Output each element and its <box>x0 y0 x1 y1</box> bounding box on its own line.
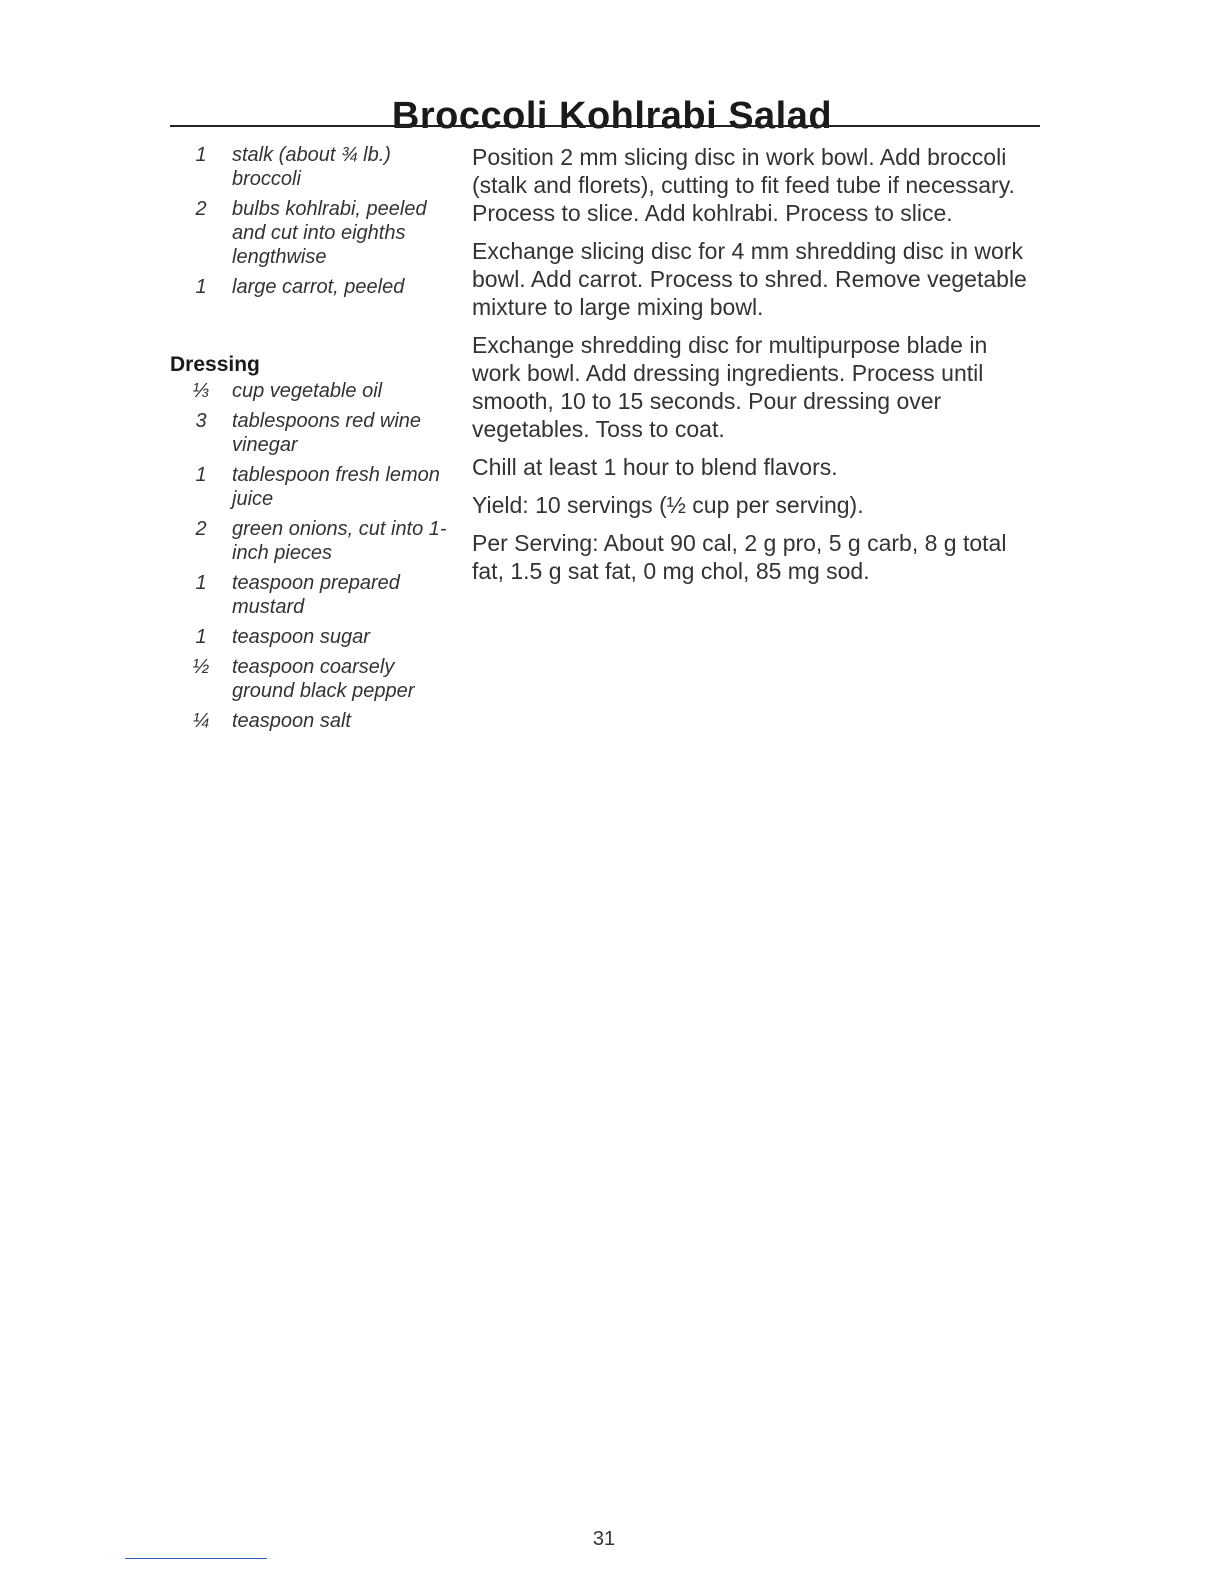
ingredient-quantity: ⅓ <box>192 380 210 402</box>
ingredient-text: teaspoon coarsely ground black pepper <box>232 656 415 702</box>
ingredient-item <box>170 143 460 191</box>
ingredient-text: teaspoon salt <box>232 710 351 732</box>
dressing-item <box>170 655 460 703</box>
ingredient-quantity: ¼ <box>192 710 210 732</box>
yield-text: Yield: 10 servings (½ cup per serving). <box>472 492 864 518</box>
dressing-item <box>170 517 460 565</box>
ingredient-text: large carrot, peeled <box>232 276 405 298</box>
ingredient-quantity: 1 <box>195 144 207 166</box>
ingredient-text: tablespoons red wine vinegar <box>232 410 422 456</box>
ingredient-text: teaspoon prepared mustard <box>232 572 400 618</box>
direction-step: Exchange shredding disc for multipurpose blade in work bowl. Add dressing ingredients. Process until smooth, 10 to 15 seconds. Pour dressing over vegetables. Toss to coat. <box>472 332 988 442</box>
dressing-item <box>170 409 460 457</box>
dressing-item <box>170 571 460 619</box>
footer-divider <box>125 1558 267 1559</box>
dressing-item <box>170 379 460 403</box>
direction-step: Exchange slicing disc for 4 mm shredding disc in work bowl. Add carrot. Process to shred. Remove vegetable mixture to large mixing bowl. <box>472 238 1027 320</box>
ingredient-text: teaspoon sugar <box>232 626 370 648</box>
ingredient-text: green onions, cut into 1-inch pieces <box>232 518 447 564</box>
ingredient-quantity: 1 <box>195 464 207 486</box>
ingredient-quantity: 1 <box>195 276 207 298</box>
page-title: Broccoli Kohlrabi Salad <box>391 95 833 138</box>
directions-column <box>472 143 1032 595</box>
dressing-heading: Dressing <box>170 353 260 376</box>
ingredient-quantity: 1 <box>195 572 207 594</box>
dressing-item <box>170 625 460 649</box>
ingredients-column <box>170 143 460 739</box>
ingredient-quantity: 3 <box>195 410 207 432</box>
dressing-item <box>170 463 460 511</box>
ingredient-quantity: 2 <box>195 518 207 540</box>
ingredient-item <box>170 197 460 269</box>
ingredient-item <box>170 275 460 299</box>
ingredient-quantity: 2 <box>195 198 207 220</box>
direction-step: Chill at least 1 hour to blend flavors. <box>472 454 838 480</box>
title-divider <box>170 125 1040 127</box>
ingredient-text: tablespoon fresh lemon juice <box>232 464 440 510</box>
ingredient-quantity: 1 <box>195 626 207 648</box>
ingredient-text: stalk (about ¾ lb.) broccoli <box>232 144 391 190</box>
page-number: 31 <box>592 1528 616 1550</box>
ingredient-text: cup vegetable oil <box>232 380 383 402</box>
ingredient-quantity: ½ <box>192 656 210 678</box>
nutrition-text: Per Serving: About 90 cal, 2 g pro, 5 g carb, 8 g total fat, 1.5 g sat fat, 0 mg chol, 85 mg sod. <box>472 530 1007 584</box>
ingredient-text: bulbs kohlrabi, peeled and cut into eighths lengthwise <box>232 198 427 268</box>
direction-step: Position 2 mm slicing disc in work bowl. Add broccoli (stalk and florets), cutting to fit feed tube if necessary. Process to slice. Add kohlrabi. Process to slice. <box>472 144 1015 226</box>
dressing-item <box>170 709 460 733</box>
